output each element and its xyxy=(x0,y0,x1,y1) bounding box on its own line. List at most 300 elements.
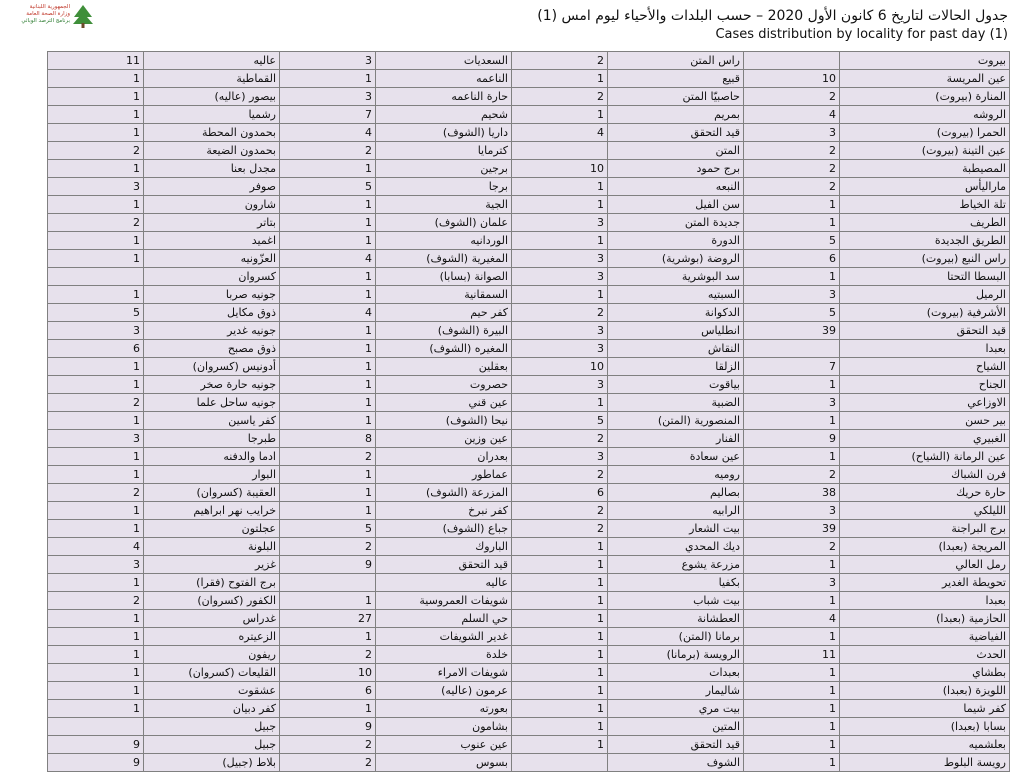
locality-name: الغبيري xyxy=(840,430,1010,448)
locality-name: ماراليأس xyxy=(840,178,1010,196)
district-header: كسروان xyxy=(144,268,280,286)
locality-name: شارون xyxy=(144,196,280,214)
table-row xyxy=(48,250,1010,268)
locality-name: الرميل xyxy=(840,286,1010,304)
case-count: 1 xyxy=(280,196,376,214)
case-count: 1 xyxy=(512,286,608,304)
locality-name: برمانا (المتن) xyxy=(608,628,744,646)
locality-name: بيت الشعار xyxy=(608,520,744,538)
case-count xyxy=(280,574,376,592)
case-count: 1 xyxy=(512,682,608,700)
case-count: 39 xyxy=(744,520,840,538)
locality-name: حاصبيّا المتن xyxy=(608,88,744,106)
table-row xyxy=(48,448,1010,466)
table-row xyxy=(48,178,1010,196)
case-count: 27 xyxy=(280,610,376,628)
logo-text xyxy=(8,4,70,25)
case-count: 1 xyxy=(744,556,840,574)
case-count: 1 xyxy=(280,376,376,394)
case-count: 2 xyxy=(280,142,376,160)
case-count: 3 xyxy=(744,574,840,592)
logo-line-1: الجمهورية اللبنانية xyxy=(29,4,70,10)
locality-name: بحمدون المحطة xyxy=(144,124,280,142)
case-count: 1 xyxy=(280,484,376,502)
case-count: 1 xyxy=(744,628,840,646)
locality-name: المزرعة (الشوف) xyxy=(376,484,512,502)
case-count: 1 xyxy=(48,700,144,718)
case-count: 1 xyxy=(512,538,608,556)
table-row xyxy=(48,466,1010,484)
case-count: 10 xyxy=(512,358,608,376)
case-count: 1 xyxy=(512,592,608,610)
case-count: 1 xyxy=(48,88,144,106)
case-count: 3 xyxy=(512,214,608,232)
locality-name: ذوق مكايل xyxy=(144,304,280,322)
case-count: 1 xyxy=(744,196,840,214)
table-row xyxy=(48,592,1010,610)
table-row xyxy=(48,124,1010,142)
case-count: 1 xyxy=(48,682,144,700)
table-row xyxy=(48,646,1010,664)
locality-name: المنارة (بيروت) xyxy=(840,88,1010,106)
case-count: 1 xyxy=(280,358,376,376)
case-count: 2 xyxy=(512,52,608,70)
case-count: 1 xyxy=(512,610,608,628)
locality-name: كفر دبيان xyxy=(144,700,280,718)
case-count: 1 xyxy=(280,394,376,412)
case-count: 11 xyxy=(744,646,840,664)
case-count: 3 xyxy=(512,268,608,286)
locality-name: بكفيا xyxy=(608,574,744,592)
locality-name: حصروت xyxy=(376,376,512,394)
district-header: بيروت xyxy=(840,52,1010,70)
case-count: 1 xyxy=(744,718,840,736)
locality-name: بيصور (عاليه) xyxy=(144,88,280,106)
locality-name: الحازمية (بعبدا) xyxy=(840,610,1010,628)
case-count: 1 xyxy=(280,214,376,232)
locality-name: الشياح xyxy=(840,358,1010,376)
case-count: 1 xyxy=(744,700,840,718)
case-count: 2 xyxy=(512,502,608,520)
table-row xyxy=(48,736,1010,754)
table-row xyxy=(48,358,1010,376)
table-row xyxy=(48,700,1010,718)
locality-name: قيد التحقق xyxy=(608,124,744,142)
table-row xyxy=(48,718,1010,736)
table-row xyxy=(48,574,1010,592)
case-count: 1 xyxy=(744,448,840,466)
district-header: بعبدا xyxy=(840,340,1010,358)
locality-name: جونيه صربا xyxy=(144,286,280,304)
logo-line-2: وزارة الصحة العامة xyxy=(26,11,70,17)
locality-name: الباروك xyxy=(376,538,512,556)
locality-name: كفر نبرخ xyxy=(376,502,512,520)
case-count: 3 xyxy=(744,394,840,412)
table-row xyxy=(48,340,1010,358)
locality-name: السمقانية xyxy=(376,286,512,304)
locality-name: مزرعة يشوع xyxy=(608,556,744,574)
table-row xyxy=(48,196,1010,214)
cases-table xyxy=(47,51,1010,772)
locality-name: الزلقا xyxy=(608,358,744,376)
case-count: 1 xyxy=(48,448,144,466)
locality-name: المغيره (الشوف) xyxy=(376,340,512,358)
locality-name: الحمرا (بيروت) xyxy=(840,124,1010,142)
case-count: 6 xyxy=(512,484,608,502)
locality-name: روميه xyxy=(608,466,744,484)
case-count: 1 xyxy=(512,628,608,646)
case-count: 1 xyxy=(744,412,840,430)
case-count: 1 xyxy=(280,322,376,340)
case-count: 4 xyxy=(744,610,840,628)
locality-name: جباع (الشوف) xyxy=(376,520,512,538)
table-row xyxy=(48,754,1010,772)
table-row xyxy=(48,232,1010,250)
case-count: 1 xyxy=(48,520,144,538)
case-count: 9 xyxy=(48,736,144,754)
case-count: 3 xyxy=(744,502,840,520)
locality-name: بلاط (جبيل) xyxy=(144,754,280,772)
table-row xyxy=(48,106,1010,124)
case-count: 2 xyxy=(512,430,608,448)
locality-name: الكفور (كسروان) xyxy=(144,592,280,610)
locality-name: الدكوانة xyxy=(608,304,744,322)
case-count: 2 xyxy=(744,160,840,178)
locality-name: البيرة (الشوف) xyxy=(376,322,512,340)
locality-name: فرن الشباك xyxy=(840,466,1010,484)
table-row xyxy=(48,160,1010,178)
locality-name: بيت شباب xyxy=(608,592,744,610)
locality-name: الرويسة (برمانا) xyxy=(608,646,744,664)
locality-name: رويسة البلوط xyxy=(840,754,1010,772)
case-count: 5 xyxy=(744,232,840,250)
case-count: 2 xyxy=(280,736,376,754)
locality-name: الطريف xyxy=(840,214,1010,232)
case-count: 2 xyxy=(280,448,376,466)
case-count: 1 xyxy=(512,574,608,592)
locality-name: الحدث xyxy=(840,646,1010,664)
locality-name: قيد التحقق xyxy=(376,556,512,574)
case-count xyxy=(744,52,840,70)
case-count: 9 xyxy=(280,718,376,736)
locality-name: جونيه ساحل علما xyxy=(144,394,280,412)
locality-name: البوار xyxy=(144,466,280,484)
locality-name: كفر شيما xyxy=(840,700,1010,718)
locality-name: راس المتن xyxy=(608,52,744,70)
locality-name: الليلكي xyxy=(840,502,1010,520)
case-count xyxy=(744,340,840,358)
locality-name: سن الفيل xyxy=(608,196,744,214)
locality-name: النبعه xyxy=(608,178,744,196)
locality-name: خلدة xyxy=(376,646,512,664)
locality-name: كفر ياسين xyxy=(144,412,280,430)
locality-name: بسوس xyxy=(376,754,512,772)
case-count: 1 xyxy=(512,556,608,574)
case-count: 10 xyxy=(744,70,840,88)
case-count: 2 xyxy=(48,484,144,502)
locality-name: قيد التحقق xyxy=(608,736,744,754)
locality-name: المنصورية (المتن) xyxy=(608,412,744,430)
table-row xyxy=(48,628,1010,646)
case-count: 1 xyxy=(48,610,144,628)
locality-name: الناعمه xyxy=(376,70,512,88)
locality-name: بسابا (بعبدا) xyxy=(840,718,1010,736)
case-count: 2 xyxy=(48,214,144,232)
locality-name: قبيع xyxy=(608,70,744,88)
locality-name: غدراس xyxy=(144,610,280,628)
case-count: 7 xyxy=(744,358,840,376)
case-count: 1 xyxy=(280,268,376,286)
locality-name: الجناح xyxy=(840,376,1010,394)
locality-name: عرمون (عاليه) xyxy=(376,682,512,700)
case-count: 1 xyxy=(744,754,840,772)
locality-name: راس النبع (بيروت) xyxy=(840,250,1010,268)
district-header: جبيل xyxy=(144,718,280,736)
locality-name: خرايب نهر ابراهيم xyxy=(144,502,280,520)
locality-name: برج حمود xyxy=(608,160,744,178)
locality-name: برجا xyxy=(376,178,512,196)
table-row xyxy=(48,214,1010,232)
table-row xyxy=(48,88,1010,106)
locality-name: العطشانة xyxy=(608,610,744,628)
case-count: 2 xyxy=(280,754,376,772)
case-count: 5 xyxy=(512,412,608,430)
table-row xyxy=(48,52,1010,70)
case-count: 8 xyxy=(280,430,376,448)
case-count: 5 xyxy=(744,304,840,322)
table-row xyxy=(48,286,1010,304)
locality-name: عجلتون xyxy=(144,520,280,538)
case-count: 5 xyxy=(280,178,376,196)
case-count: 2 xyxy=(744,142,840,160)
locality-name: رمل العالي xyxy=(840,556,1010,574)
table-row xyxy=(48,664,1010,682)
case-count: 3 xyxy=(512,340,608,358)
locality-name: انطلياس xyxy=(608,322,744,340)
case-count: 1 xyxy=(48,628,144,646)
locality-name: الاوزاعي xyxy=(840,394,1010,412)
locality-name: النقاش xyxy=(608,340,744,358)
case-count: 1 xyxy=(48,70,144,88)
case-count: 1 xyxy=(48,412,144,430)
case-count: 3 xyxy=(48,556,144,574)
case-count: 1 xyxy=(48,232,144,250)
table-row xyxy=(48,520,1010,538)
locality-name: عشقوت xyxy=(144,682,280,700)
case-count xyxy=(512,142,608,160)
locality-name: جديدة المتن xyxy=(608,214,744,232)
locality-name: اللويزة (بعبدا) xyxy=(840,682,1010,700)
locality-name: ديك المحدي xyxy=(608,538,744,556)
locality-name: عين عنوب xyxy=(376,736,512,754)
locality-name: برج البراجنة xyxy=(840,520,1010,538)
case-count: 6 xyxy=(48,340,144,358)
case-count: 1 xyxy=(744,682,840,700)
case-count: 2 xyxy=(512,520,608,538)
case-count: 1 xyxy=(744,214,840,232)
locality-name: عماطور xyxy=(376,466,512,484)
cedar-emblem-icon xyxy=(70,3,96,29)
locality-name: عين المريسة xyxy=(840,70,1010,88)
locality-name: بطشاي xyxy=(840,664,1010,682)
locality-name: ريفون xyxy=(144,646,280,664)
case-count: 1 xyxy=(512,664,608,682)
case-count: 4 xyxy=(48,538,144,556)
case-count: 1 xyxy=(48,358,144,376)
ministry-logo xyxy=(8,3,108,31)
locality-name: المغيرية (الشوف) xyxy=(376,250,512,268)
case-count: 1 xyxy=(512,70,608,88)
case-count: 1 xyxy=(744,592,840,610)
locality-name: بشامون xyxy=(376,718,512,736)
locality-name: شويفات الامراء xyxy=(376,664,512,682)
locality-name: داريا (الشوف) xyxy=(376,124,512,142)
locality-name: السبتيه xyxy=(608,286,744,304)
case-count: 1 xyxy=(512,232,608,250)
locality-name: صوفر xyxy=(144,178,280,196)
case-count: 2 xyxy=(512,466,608,484)
locality-name: تحويطة الغدير xyxy=(840,574,1010,592)
table-row xyxy=(48,538,1010,556)
locality-name: كترمايا xyxy=(376,142,512,160)
case-count: 1 xyxy=(48,106,144,124)
case-count: 1 xyxy=(280,160,376,178)
locality-name: بصاليم xyxy=(608,484,744,502)
district-header: المتن xyxy=(608,142,744,160)
case-count: 1 xyxy=(48,250,144,268)
locality-name: بيت مري xyxy=(608,700,744,718)
locality-name: الجية xyxy=(376,196,512,214)
case-count: 11 xyxy=(48,52,144,70)
locality-name: الفنار xyxy=(608,430,744,448)
locality-name: المصيطبة xyxy=(840,160,1010,178)
locality-name: حارة الناعمه xyxy=(376,88,512,106)
table-row xyxy=(48,268,1010,286)
locality-name: الطريق الجديدة xyxy=(840,232,1010,250)
case-count: 3 xyxy=(744,286,840,304)
case-count: 1 xyxy=(744,268,840,286)
case-count: 4 xyxy=(280,250,376,268)
case-count: 1 xyxy=(48,286,144,304)
case-count: 4 xyxy=(280,124,376,142)
locality-name: قيد التحقق xyxy=(840,322,1010,340)
case-count: 10 xyxy=(280,664,376,682)
case-count: 4 xyxy=(744,106,840,124)
case-count: 1 xyxy=(280,466,376,484)
locality-name: بعبدات xyxy=(608,664,744,682)
table-row xyxy=(48,376,1010,394)
case-count: 1 xyxy=(48,124,144,142)
locality-name: العزّونيه xyxy=(144,250,280,268)
locality-name: ادما والدفنه xyxy=(144,448,280,466)
locality-name: بمريم xyxy=(608,106,744,124)
case-count: 3 xyxy=(280,52,376,70)
case-count: 2 xyxy=(512,304,608,322)
case-count: 3 xyxy=(48,178,144,196)
locality-name: الصوانة (بسابا) xyxy=(376,268,512,286)
locality-name: غدير الشويفات xyxy=(376,628,512,646)
case-count: 1 xyxy=(48,664,144,682)
case-count: 2 xyxy=(48,592,144,610)
case-count: 1 xyxy=(744,736,840,754)
case-count: 38 xyxy=(744,484,840,502)
case-count: 2 xyxy=(744,88,840,106)
locality-name: برج الفتوح (فقرا) xyxy=(144,574,280,592)
locality-name: بياقوت xyxy=(608,376,744,394)
case-count: 3 xyxy=(512,250,608,268)
case-count: 1 xyxy=(512,646,608,664)
case-count: 1 xyxy=(48,574,144,592)
case-count: 1 xyxy=(280,286,376,304)
locality-name: سد البوشرية xyxy=(608,268,744,286)
locality-name: الأشرفية (بيروت) xyxy=(840,304,1010,322)
locality-name: الوردانيه xyxy=(376,232,512,250)
locality-name: شحيم xyxy=(376,106,512,124)
locality-name: غزير xyxy=(144,556,280,574)
case-count: 1 xyxy=(744,664,840,682)
case-count: 1 xyxy=(280,502,376,520)
locality-name: عين الرمانة (الشياح) xyxy=(840,448,1010,466)
locality-name: بعلشميه xyxy=(840,736,1010,754)
locality-name: الزعيتره xyxy=(144,628,280,646)
locality-name: الدورة xyxy=(608,232,744,250)
table-row xyxy=(48,394,1010,412)
case-count: 1 xyxy=(48,160,144,178)
table-row xyxy=(48,412,1010,430)
case-count: 1 xyxy=(512,700,608,718)
case-count: 6 xyxy=(280,682,376,700)
case-count: 4 xyxy=(512,124,608,142)
locality-name: البلونة xyxy=(144,538,280,556)
table-row xyxy=(48,556,1010,574)
case-count: 2 xyxy=(744,178,840,196)
case-count: 2 xyxy=(48,394,144,412)
locality-name: القليعات (كسروان) xyxy=(144,664,280,682)
case-count: 2 xyxy=(744,538,840,556)
locality-name: بتاتر xyxy=(144,214,280,232)
locality-name: طبرجا xyxy=(144,430,280,448)
case-count: 9 xyxy=(280,556,376,574)
case-count: 3 xyxy=(512,376,608,394)
case-count: 1 xyxy=(48,376,144,394)
case-count: 7 xyxy=(280,106,376,124)
case-count: 1 xyxy=(280,628,376,646)
table-row xyxy=(48,142,1010,160)
locality-name: تلة الخياط xyxy=(840,196,1010,214)
case-count: 4 xyxy=(280,304,376,322)
case-count: 1 xyxy=(48,646,144,664)
locality-name: اغميد xyxy=(144,232,280,250)
case-count: 9 xyxy=(744,430,840,448)
locality-name: بعبدا xyxy=(840,592,1010,610)
locality-name: بحمدون الضيعة xyxy=(144,142,280,160)
locality-name: شويفات العمروسية xyxy=(376,592,512,610)
table-row xyxy=(48,502,1010,520)
case-count: 3 xyxy=(744,124,840,142)
case-count: 1 xyxy=(280,340,376,358)
locality-name: الرابيه xyxy=(608,502,744,520)
locality-name: بعورته xyxy=(376,700,512,718)
case-count: 1 xyxy=(744,376,840,394)
locality-name: المريجة (بعبدا) xyxy=(840,538,1010,556)
case-count xyxy=(48,268,144,286)
page-title-english: Cases distribution by locality for past day (1) xyxy=(715,27,1008,42)
locality-name: المتين xyxy=(608,718,744,736)
locality-name: الروشه xyxy=(840,106,1010,124)
locality-name: كفر حيم xyxy=(376,304,512,322)
case-count: 3 xyxy=(512,322,608,340)
locality-name: البسطا التحتا xyxy=(840,268,1010,286)
